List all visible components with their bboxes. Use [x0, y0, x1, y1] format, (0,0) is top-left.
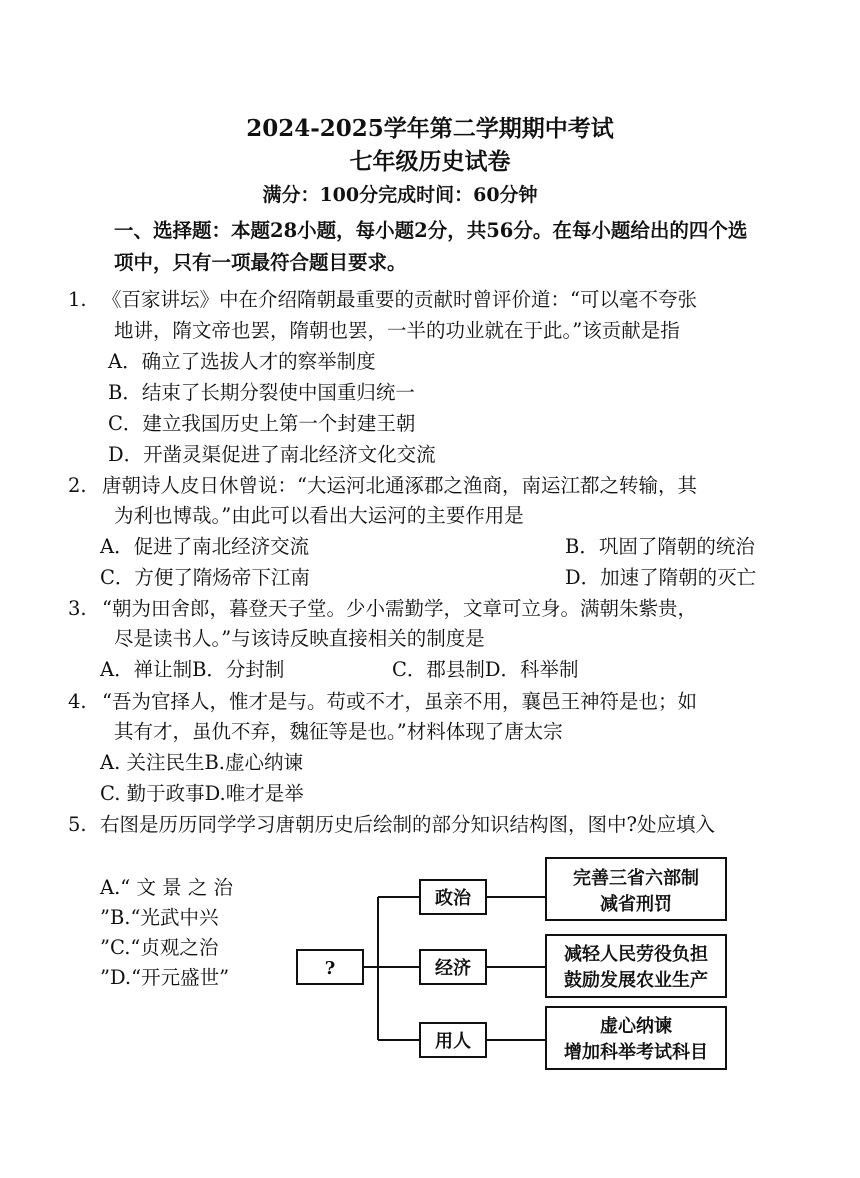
option-c: ”C.“贞观之治 — [100, 936, 219, 959]
question-stem-line: 唐朝诗人皮日休曾说：“大运河北通涿郡之渔商，南运江都之转输，其 — [102, 474, 697, 497]
option-ab: A．禅让制B．分封制 — [100, 658, 285, 681]
question-stem-line: 尽是读书人。”与该诗反映直接相关的制度是 — [114, 627, 485, 650]
question-number: 3. — [68, 597, 87, 620]
section-heading-line1: 一、选择题：本题28小题，每小题2分，共56分。在每小题给出的四个选 — [114, 219, 748, 242]
option-cd: C．郡县制D．科举制 — [392, 658, 579, 681]
question-stem-line: “朝为田舍郎，暮登天子堂。少小需勤学，文章可立身。满朝朱紫贵， — [102, 597, 697, 620]
option-a: A．确立了选拔人才的察举制度 — [108, 350, 376, 373]
option-b: ”B.“光武中兴 — [100, 906, 219, 929]
question-stem-line: 地讲，隋文帝也罢，隋朝也罢，一半的功业就在于此。”该贡献是指 — [114, 319, 680, 342]
content-text: 虚心纳谏 — [600, 1016, 672, 1037]
question-number: 5. — [68, 813, 87, 836]
root-label: ? — [324, 958, 336, 979]
question-stem-line: “吾为官择人，惟才是与。苟或不才，虽亲不用，襄邑王神符是也；如 — [102, 690, 697, 713]
question-stem-line: 为利也博哉。”由此可以看出大运河的主要作用是 — [114, 504, 524, 527]
section-heading-line2: 项中，只有一项最符合题目要求。 — [114, 251, 407, 274]
exam-subtitle: 七年级历史试卷 — [349, 148, 511, 175]
option-c: C．方便了隋炀帝下江南 — [100, 566, 310, 589]
option-b: B．结束了长期分裂使中国重归统一 — [108, 381, 415, 404]
branch-label-personnel: 用人 — [435, 1031, 471, 1052]
option-b: B．巩固了隋朝的统治 — [565, 535, 755, 558]
question-number: 4. — [68, 690, 87, 713]
question-stem-line: 《百家讲坛》中在介绍隋朝最重要的贡献时曾评价道：“可以毫不夸张 — [102, 288, 697, 311]
option-ab: A. 关注民生B.虚心纳谏 — [100, 751, 304, 774]
question-stem-line: 右图是历历同学学习唐朝历史后绘制的部分知识结构图，图中?处应填入 — [100, 813, 715, 836]
option-d: D．开凿灵渠促进了南北经济文化交流 — [108, 443, 436, 466]
content-text: 减省刑罚 — [600, 894, 672, 915]
option-d: D．加速了隋朝的灭亡 — [565, 566, 757, 589]
exam-title: 2024-2025学年第二学期期中考试 — [246, 115, 614, 142]
question-number: 2. — [68, 474, 87, 497]
branch-label-politics: 政治 — [435, 888, 471, 909]
question-number: 1. — [68, 288, 87, 311]
exam-info: 满分：100分完成时间：60分钟 — [262, 184, 538, 206]
branch-label-economy: 经济 — [435, 958, 471, 979]
content-text: 鼓励发展农业生产 — [564, 970, 708, 991]
question-stem-line: 其有才，虽仇不弃，魏征等是也。”材料体现了唐太宗 — [114, 720, 563, 743]
content-text: 增加科举考试科目 — [564, 1042, 708, 1063]
option-c: C．建立我国历史上第一个封建王朝 — [108, 412, 416, 435]
content-text: 完善三省六部制 — [573, 868, 699, 889]
option-a: A．促进了南北经济交流 — [100, 535, 310, 558]
option-a: A.“ 文 景 之 治 — [100, 876, 234, 899]
content-text: 减轻人民劳役负担 — [564, 944, 708, 965]
option-d: ”D.“开元盛世” — [100, 966, 230, 989]
option-cd: C. 勤于政事D.唯才是举 — [100, 782, 304, 805]
